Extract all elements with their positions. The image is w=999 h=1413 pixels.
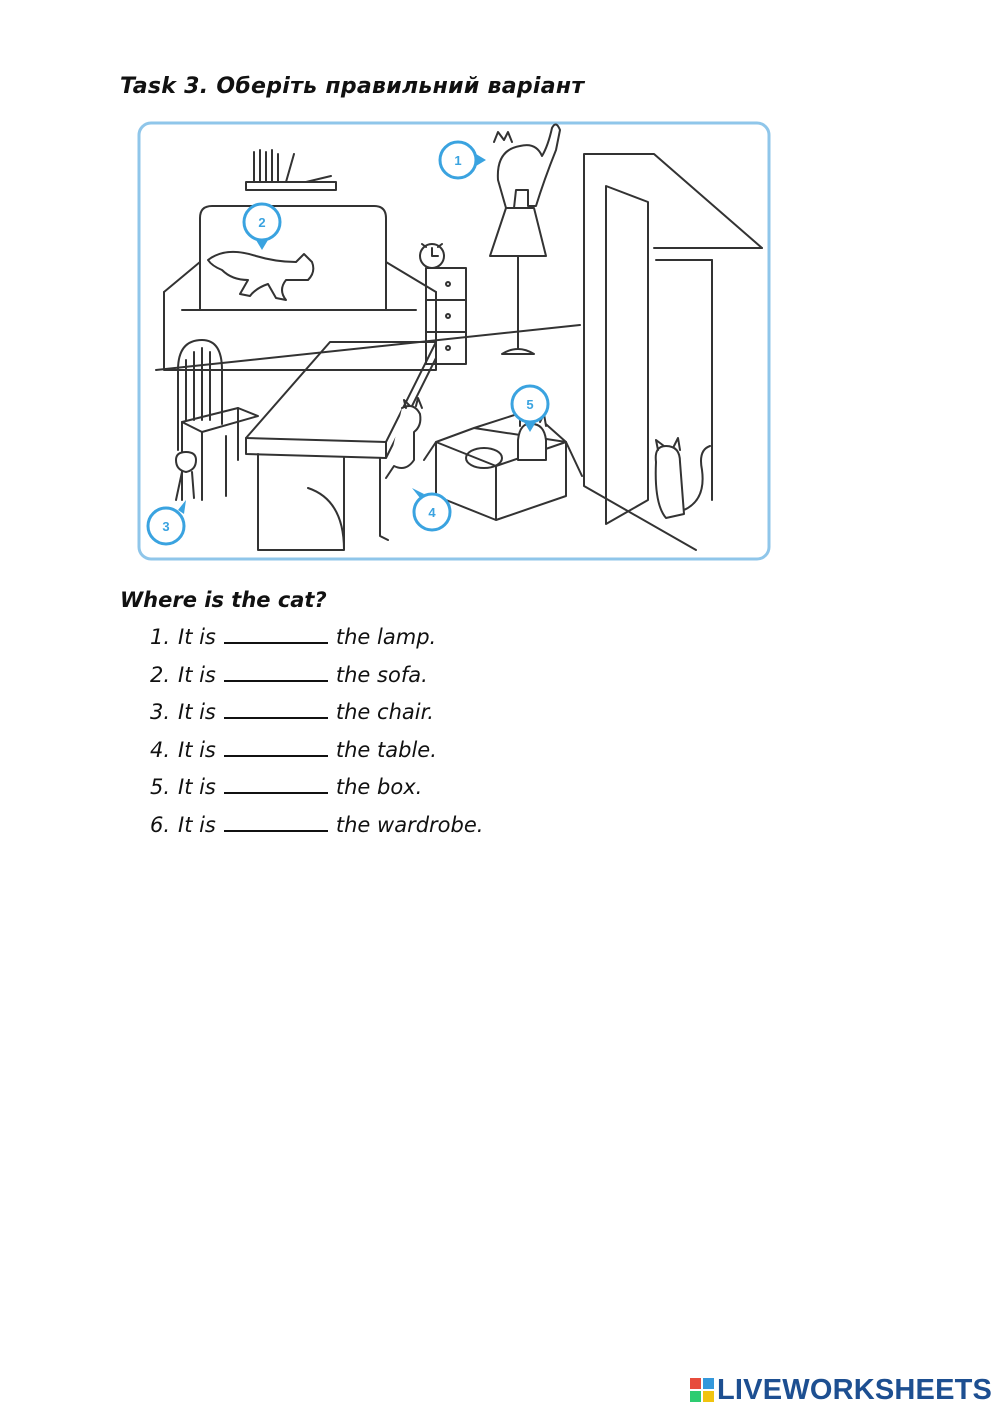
room-with-cats-illustration [136,120,772,562]
liveworksheets-logo[interactable] [690,1374,992,1406]
item-prefix: It is [178,662,216,687]
item-end: the sofa. [335,662,428,687]
item-number: 5. [150,775,171,800]
question: Where is the cat? [120,588,327,612]
task-title: Task 3. Оберіть правильний варіант [120,74,585,99]
list-item [150,699,483,737]
item-prefix: It is [178,700,216,725]
answer-blank[interactable] [224,774,328,794]
item-number: 1. [150,625,171,649]
item-prefix: It is [178,812,216,837]
item-end: the box. [335,775,423,800]
item-number: 4. [150,737,171,762]
item-prefix: It is [178,775,216,800]
item-prefix: It is [178,625,216,649]
item-number: 3. [150,700,171,725]
blocks-icon [690,1378,714,1402]
item-prefix: It is [178,737,216,762]
list-item [150,812,483,850]
item-end: the wardrobe. [335,812,484,837]
answer-blank[interactable] [224,737,328,757]
brand-wordmark: LIVEWORKSHEETS [717,1373,993,1406]
answer-blank[interactable] [224,699,328,719]
svg-text:5: 5 [526,397,534,412]
item-end: the table. [335,737,437,762]
item-number: 2. [150,662,171,687]
list-item [150,737,483,775]
exercise-list [150,624,483,850]
svg-text:1: 1 [454,153,462,168]
svg-text:2: 2 [258,215,266,230]
answer-blank[interactable] [224,624,328,644]
answer-blank[interactable] [224,812,328,832]
item-end: the lamp. [335,625,437,649]
svg-text:4: 4 [428,505,436,520]
list-item [150,774,483,812]
item-number: 6. [150,812,171,837]
svg-text:3: 3 [162,519,170,534]
answer-blank[interactable] [224,662,328,682]
item-end: the chair. [335,700,434,725]
list-item [150,662,483,700]
list-item [150,624,483,662]
